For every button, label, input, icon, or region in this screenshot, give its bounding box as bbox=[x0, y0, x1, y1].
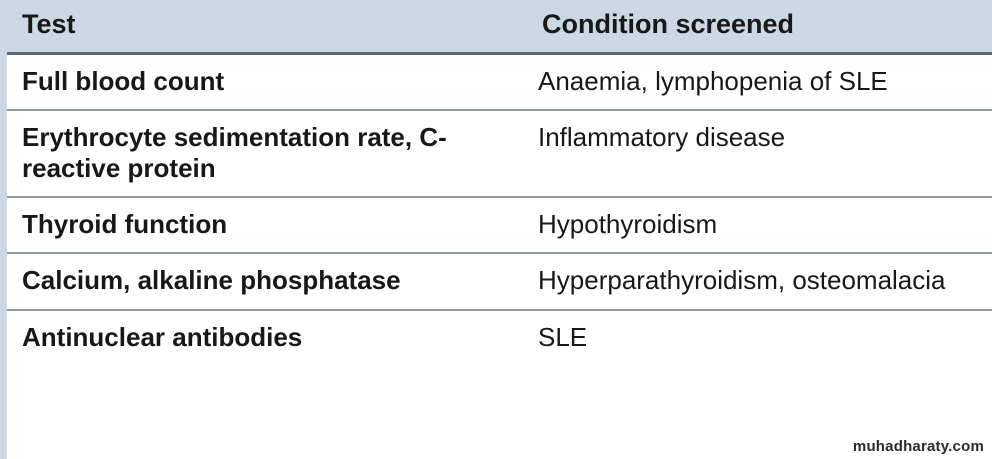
cell-condition: Hypothyroidism bbox=[520, 197, 992, 253]
cell-test: Antinuclear antibodies bbox=[22, 321, 303, 352]
table-row bbox=[0, 53, 992, 110]
cell-condition: Hyperparathyroidism, osteomalacia bbox=[520, 253, 992, 309]
table-row bbox=[0, 197, 992, 253]
table-row bbox=[0, 310, 992, 365]
table-body bbox=[0, 53, 992, 365]
cell-condition: Anaemia, lymphopenia of SLE bbox=[520, 53, 992, 110]
watermark: muhadharaty.com bbox=[852, 438, 984, 455]
header-row bbox=[0, 0, 992, 53]
table-head bbox=[0, 0, 992, 53]
cell-test: Thyroid function bbox=[0, 197, 520, 253]
cell-test: Erythrocyte sedimentation rate, C-reactive protein bbox=[0, 110, 520, 197]
column-header-test: Test bbox=[0, 0, 520, 53]
cell-test: Full blood count bbox=[0, 53, 520, 110]
cell-test: Calcium, alkaline phosphatase bbox=[0, 253, 520, 309]
cell-condition: Inflammatory disease bbox=[520, 110, 992, 197]
table-row bbox=[0, 253, 992, 309]
cell-condition: SLE bbox=[538, 321, 588, 352]
left-accent-bar bbox=[0, 0, 7, 459]
table-row bbox=[0, 110, 992, 197]
column-header-condition: Condition screened bbox=[520, 0, 992, 53]
